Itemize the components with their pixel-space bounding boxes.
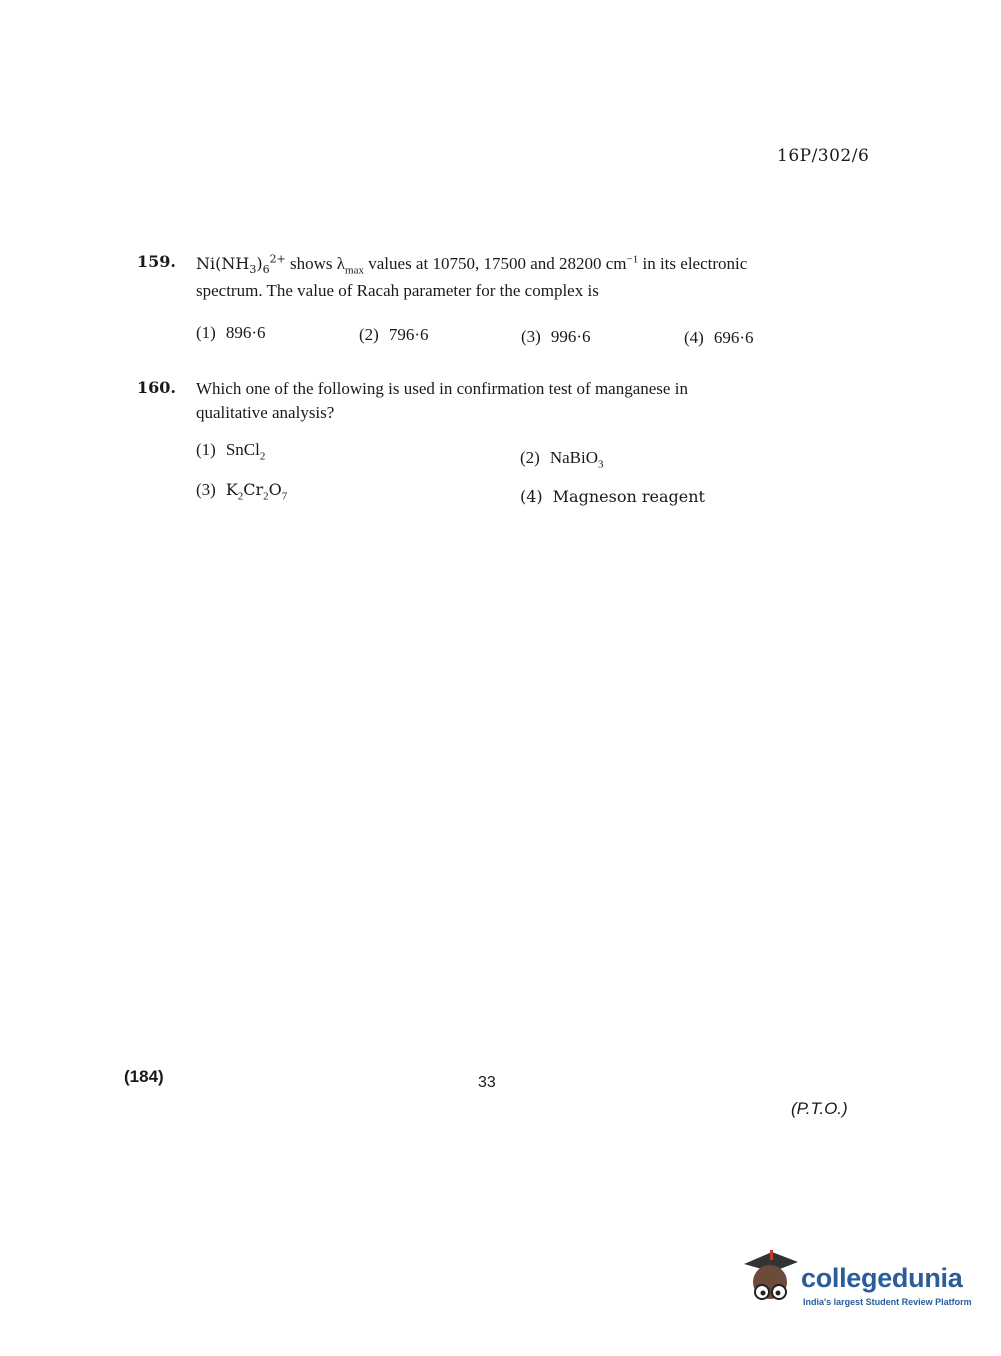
- question-text-160: Which one of the following is used in confirmation test of manganese in qualitative analysis?: [196, 379, 688, 422]
- question-number-160: 160.: [137, 378, 176, 397]
- option-160-4: (4) Magneson reagent: [520, 487, 705, 506]
- option-159-2: (2) 796·6: [359, 325, 429, 344]
- option-160-3: (3) $K_2Cr_2O_7$: [196, 480, 288, 503]
- question-number-159: 159.: [137, 252, 176, 271]
- option-160-2: (2) NaBiO$_3$: [520, 448, 604, 471]
- paper-code: 16P/302/6: [777, 146, 870, 166]
- question-text-159: $Ni(NH_3)_6^{2+}$ shows $\lambda_{max}$ values at 10750, 17500 and 28200 $cm^{-1}$ in its electronic spectrum. The value of Racah parameter for the complex is: [196, 252, 748, 300]
- option-159-4: (4) 696·6: [684, 328, 754, 347]
- page-number: 33: [478, 1074, 496, 1091]
- mascot-icon: [742, 1248, 800, 1310]
- logo-wordmark: collegedunia: [801, 1263, 963, 1293]
- formula: $Ni(NH_3)_6^{2+}$: [196, 252, 286, 277]
- option-160-1: (1) SnCl$_2$: [196, 440, 266, 463]
- logo-tagline: India's largest Student Review Platform: [803, 1297, 972, 1307]
- option-159-3: (3) 996·6: [521, 327, 591, 346]
- option-159-1: (1) 896·6: [196, 323, 266, 342]
- pto-label: (P.T.O.): [791, 1099, 848, 1118]
- footer-code: (184): [124, 1067, 164, 1086]
